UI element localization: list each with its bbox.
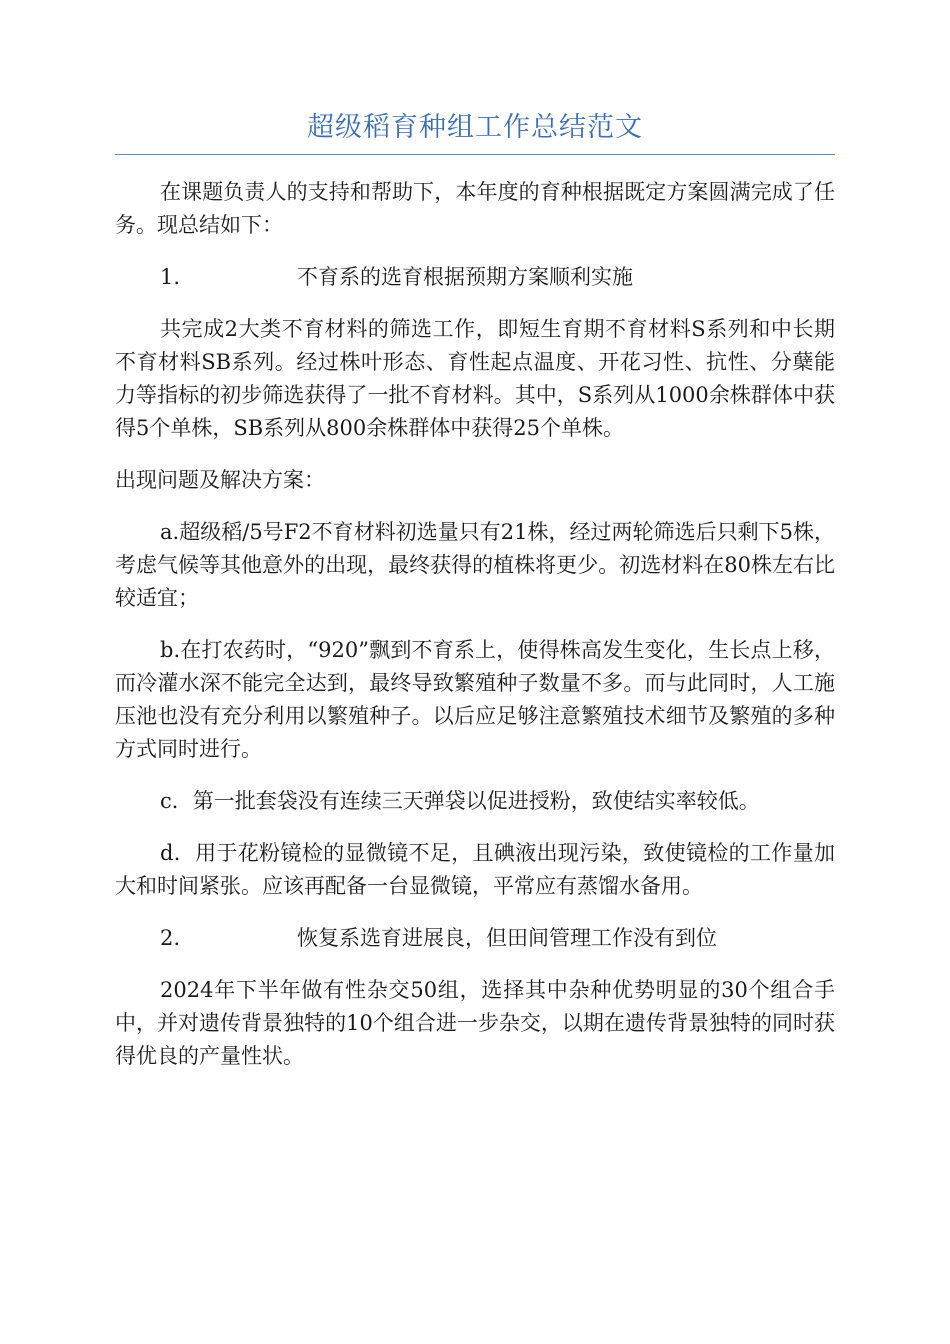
section-1-title: 不育系的选育根据预期方案顺利实施 (297, 265, 633, 289)
title-underline (115, 154, 835, 155)
document-title: 超级稻育种组工作总结范文 (307, 112, 643, 143)
section-2-paragraph: 2024年下半年做有性杂交50组，选择其中杂种优势明显的30个组合手中，并对遗传背景独特的10个组合进一步杂交，以期在遗传背景独特的同时获得优良的产量性状。 (115, 978, 835, 1068)
section-2-heading (115, 922, 835, 955)
problems-label: 出现问题及解决方案： (115, 468, 325, 492)
section-2-number: 2. (160, 926, 181, 950)
problem-item-b: b.在打农药时，“920”飘到不育系上，使得株高发生变化，生长点上移，而冷灌水深不能完全达到，最终导致繁殖种子数量不多。而与此同时，人工施压池也没有充分利用以繁殖种子。以后应足够注意繁殖技术细节及繁殖的多种方式同时进行。 (115, 638, 835, 761)
intro-paragraph: 在课题负责人的支持和帮助下，本年度的育种根据既定方案圆满完成了任务。现总结如下： (115, 180, 835, 237)
problem-item-d: d．用于花粉镜检的显微镜不足，且碘液出现污染，致使镜检的工作量加大和时间紧张。应该再配备一台显微镜，平常应有蒸馏水备用。 (115, 841, 835, 898)
problem-item-c: c．第一批套袋没有连续三天弹袋以促进授粉，致使结实率较低。 (160, 789, 760, 813)
problem-item-a: a.超级稻/5号F2不育材料初选量只有21株，经过两轮筛选后只剩下5株，考虑气候等其他意外的出现，最终获得的植株将更少。初选材料在80株左右比较适宜； (115, 520, 835, 610)
section-2-title: 恢复系选育进展良，但田间管理工作没有到位 (297, 926, 717, 950)
section-1-heading (115, 261, 835, 294)
section-1-paragraph: 共完成2大类不育材料的筛选工作，即短生育期不育材料S系列和中长期不育材料SB系列。经过株叶形态、育性起点温度、开花习性、抗性、分蘖能力等指标的初步筛选获得了一批不育材料。其中，S系列从1000余株群体中获得5个单株，SB系列从800余株群体中获得25个单株。 (115, 317, 835, 440)
document-body (115, 176, 835, 1092)
section-1-number: 1. (160, 265, 181, 289)
